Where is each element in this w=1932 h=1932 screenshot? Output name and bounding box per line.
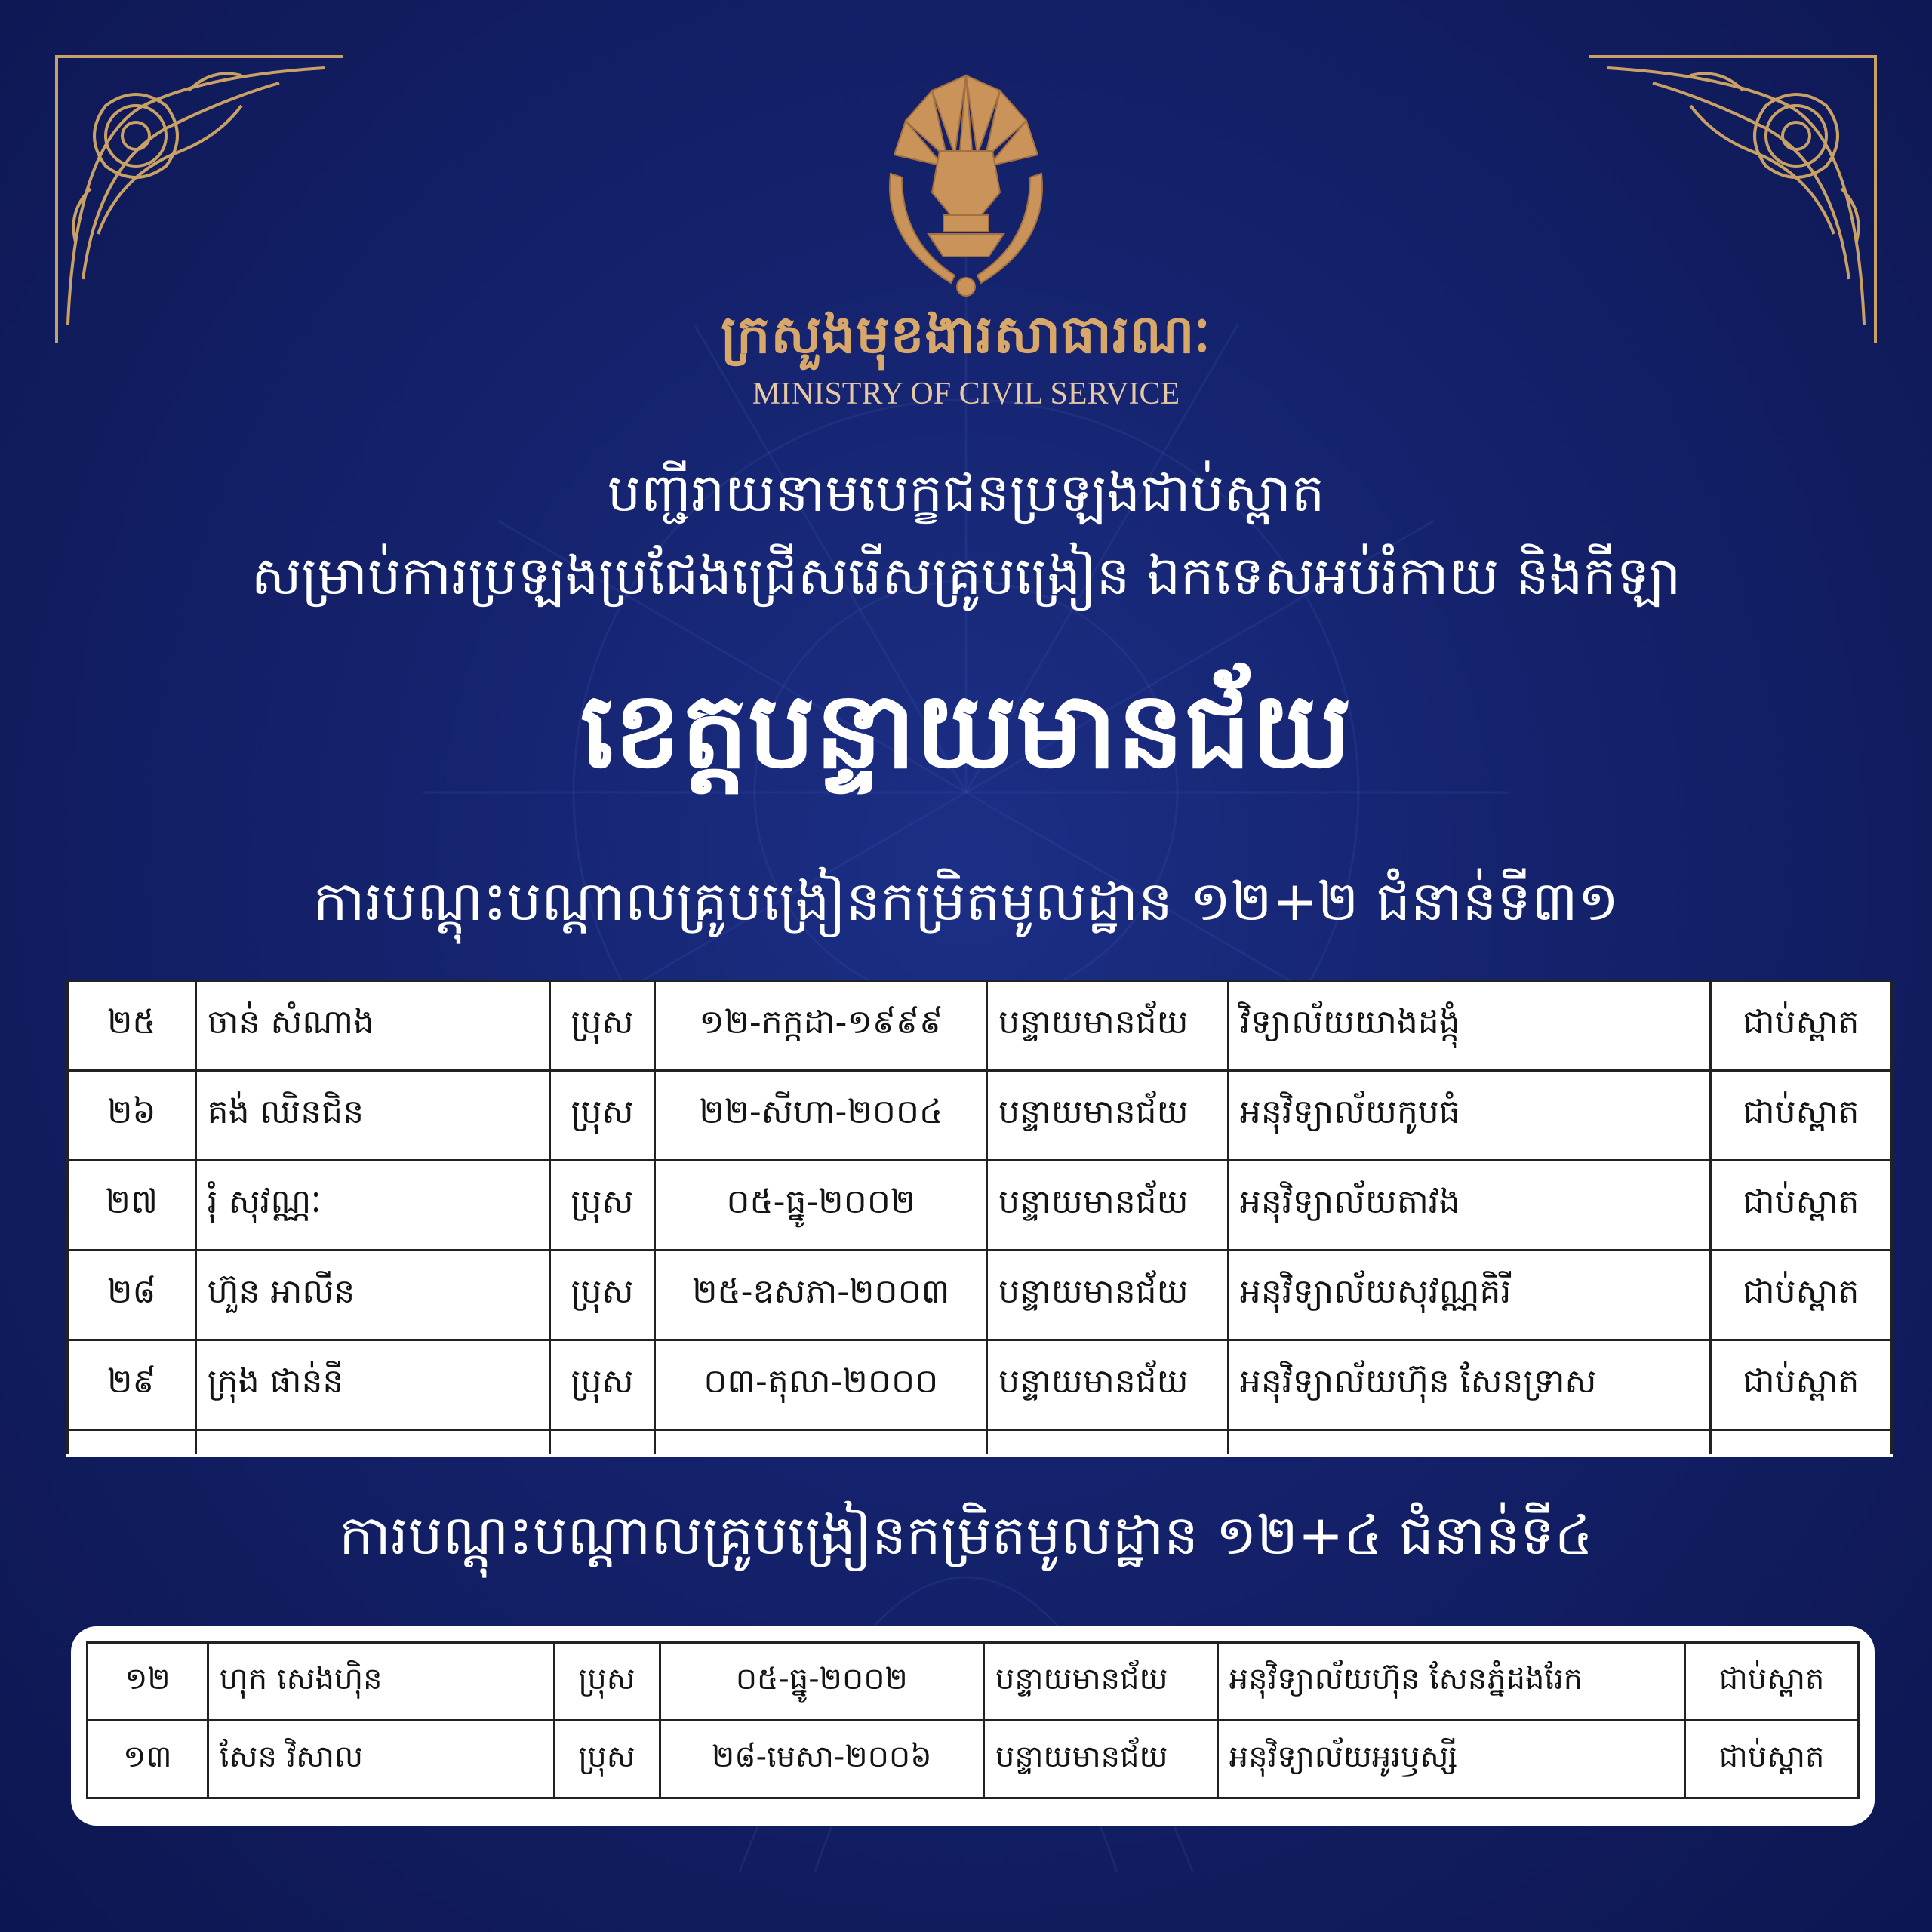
results-table-1 <box>66 980 1893 1457</box>
candidate-dob: ០៣-តុលា-២០០០ <box>655 1340 987 1430</box>
candidate-school: អនុវិទ្យាល័យសុវណ្ណគិរី <box>1228 1251 1710 1340</box>
table-row <box>68 1161 1892 1251</box>
ministry-name-khmer: ក្រសួងមុខងារសាធារណៈ <box>721 303 1211 365</box>
candidate-name: ក្រុង ផាន់នី <box>195 1340 549 1430</box>
candidate-result: ជាប់ស្ពាត <box>1711 981 1892 1071</box>
row-number: ២៧ <box>68 1161 196 1251</box>
candidate-province: បន្ទាយមានជ័យ <box>987 1340 1229 1430</box>
table-row <box>68 1251 1892 1340</box>
candidate-province: បន្ទាយមានជ័យ <box>987 1161 1229 1251</box>
corner-ornament-icon <box>53 53 347 347</box>
candidate-dob: ០៥-ធ្នូ-២០០២ <box>660 1643 984 1721</box>
candidate-gender: ប្រុស <box>554 1643 660 1721</box>
candidate-gender: ប្រុស <box>549 1340 655 1430</box>
candidate-province: បន្ទាយមានជ័យ <box>987 1071 1229 1161</box>
row-number: ២៥ <box>68 981 196 1071</box>
candidate-gender: ប្រុស <box>549 981 655 1071</box>
candidate-name: សែន វិសាល <box>208 1721 554 1798</box>
candidate-result: ជាប់ស្ពាត <box>1685 1643 1859 1721</box>
ministry-emblem-icon <box>868 60 1064 309</box>
candidate-dob: ០៥-ធ្នូ-២០០២ <box>655 1161 987 1251</box>
corner-ornament-icon <box>1585 53 1879 347</box>
candidate-school: អនុវិទ្យាល័យហ៊ុន សែនភ្នំដងរែក <box>1217 1643 1684 1721</box>
ministry-name-english: MINISTRY OF CIVIL SERVICE <box>752 377 1180 411</box>
section-2-title: ការបណ្តុះបណ្តាលគ្រូបង្រៀនកម្រិតមូលដ្ឋាន ១២+៤ ជំនាន់ទី៤ <box>339 1503 1593 1567</box>
row-number: ២៨ <box>68 1251 196 1340</box>
table-row <box>68 1071 1892 1161</box>
candidate-dob: ២៨-មេសា-២០០៦ <box>660 1721 984 1798</box>
candidate-result: ជាប់ស្ពាត <box>1711 1340 1892 1430</box>
candidate-result: ជាប់ស្ពាត <box>1711 1071 1892 1161</box>
row-number: ១២ <box>88 1643 208 1721</box>
candidate-province: បន្ទាយមានជ័យ <box>984 1643 1218 1721</box>
candidate-school: អនុវិទ្យាល័យកូបធំ <box>1228 1071 1710 1161</box>
province-heading: ខេត្តបន្ទាយមានជ័យ <box>580 669 1352 792</box>
table-row <box>88 1721 1859 1798</box>
candidate-result: ជាប់ស្ពាត <box>1711 1161 1892 1251</box>
candidate-name: ហ៊ួន អាលីន <box>195 1251 549 1340</box>
candidate-school: វិទ្យាល័យយាងដង្កុំ <box>1228 981 1710 1071</box>
table-row-cutoff <box>68 1430 1892 1454</box>
candidate-dob: ២៥-ឧសភា-២០០៣ <box>655 1251 987 1340</box>
candidate-school: អនុវិទ្យាល័យតាវង <box>1228 1161 1710 1251</box>
document-title: បញ្ជីរាយនាមបេក្ខជនប្រឡងជាប់ស្ពាត <box>607 462 1325 524</box>
section-1-title: ការបណ្តុះបណ្តាលគ្រូបង្រៀនកម្រិតមូលដ្ឋាន ១២+២ ជំនាន់ទី៣១ <box>313 869 1619 933</box>
candidate-gender: ប្រុស <box>554 1721 660 1798</box>
row-number: ១៣ <box>88 1721 208 1798</box>
candidate-province: បន្ទាយមានជ័យ <box>987 1251 1229 1340</box>
candidate-name: ចាន់ សំណាង <box>195 981 549 1071</box>
candidate-result: ជាប់ស្ពាត <box>1711 1251 1892 1340</box>
candidate-school: អនុវិទ្យាល័យអូរឫស្សី <box>1217 1721 1684 1798</box>
row-number: ២៩ <box>68 1340 196 1430</box>
candidate-province: បន្ទាយមានជ័យ <box>984 1721 1218 1798</box>
candidate-name: រុំ សុវណ្ណៈ <box>195 1161 549 1251</box>
candidate-dob: ២២-សីហា-២០០៤ <box>655 1071 987 1161</box>
candidate-result: ជាប់ស្ពាត <box>1685 1721 1859 1798</box>
candidate-province: បន្ទាយមានជ័យ <box>987 981 1229 1071</box>
row-number: ២៦ <box>68 1071 196 1161</box>
table-row <box>88 1643 1859 1721</box>
candidate-dob: ១២-កក្កដា-១៩៩៩ <box>655 981 987 1071</box>
candidate-gender: ប្រុស <box>549 1161 655 1251</box>
results-table-2 <box>71 1626 1875 1826</box>
table-row <box>68 981 1892 1071</box>
candidate-gender: ប្រុស <box>549 1071 655 1161</box>
candidate-school: អនុវិទ្យាល័យហ៊ុន សែនទ្រាស <box>1228 1340 1710 1430</box>
table-row <box>68 1340 1892 1430</box>
candidate-name: គង់ ឈិនជិន <box>195 1071 549 1161</box>
candidate-gender: ប្រុស <box>549 1251 655 1340</box>
candidate-name: ហុក សេងហ៊ិន <box>208 1643 554 1721</box>
document-subtitle: សម្រាប់ការប្រឡងប្រជែងជ្រើសរើសគ្រូបង្រៀន ឯកទេសអប់រំកាយ និងកីឡា <box>251 545 1681 607</box>
